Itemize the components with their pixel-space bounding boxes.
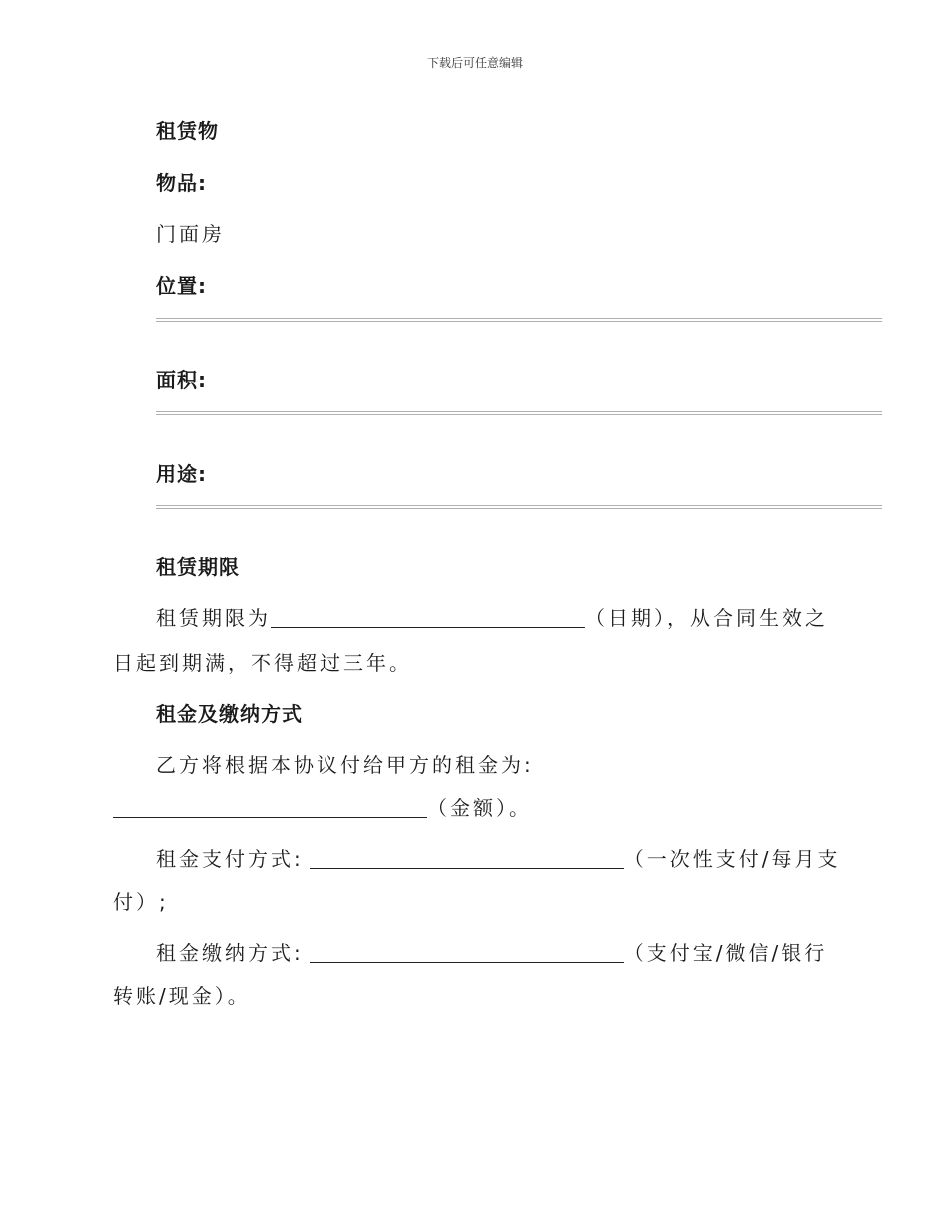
item-label: 物品: — [156, 171, 207, 195]
pay-method-suffix: （一次性支付/每月支 — [623, 847, 841, 871]
lease-term-date-blank — [271, 607, 585, 628]
pay-method-blank — [310, 848, 624, 869]
use-fill-line — [156, 505, 882, 509]
section-heading-lease-term: 租赁期限 — [156, 555, 240, 579]
rent-amount-suffix: （金额）。 — [427, 796, 532, 820]
lease-term-suffix: （日期），从合同生效之 — [585, 606, 828, 630]
pay-channel-line — [156, 937, 827, 966]
lease-term-prefix: 租赁期限为 — [156, 606, 271, 630]
use-label: 用途: — [156, 462, 207, 486]
pay-method-label: 租金支付方式: — [156, 847, 304, 871]
lease-term-line1 — [156, 602, 828, 631]
pay-method-line — [156, 843, 841, 872]
section-heading-rent: 租金及缴纳方式 — [156, 702, 303, 726]
lease-term-line2: 日起到期满，不得超过三年。 — [113, 651, 412, 675]
rent-intro: 乙方将根据本协议付给甲方的租金为: — [156, 753, 534, 777]
area-label: 面积: — [156, 368, 207, 392]
section-heading-leased-item: 租赁物 — [156, 119, 219, 143]
header-note: 下载后可任意编辑 — [426, 56, 523, 70]
area-fill-line — [156, 411, 882, 415]
item-value: 门面房 — [156, 222, 225, 246]
location-label: 位置: — [156, 274, 207, 298]
location-fill-line — [156, 318, 882, 322]
pay-channel-suffix: （支付宝/微信/银行 — [623, 941, 828, 965]
pay-channel-blank — [310, 942, 624, 963]
rent-amount-line — [113, 792, 532, 821]
pay-channel-cont: 转账/现金）。 — [113, 984, 251, 1008]
pay-method-cont: 付）; — [113, 890, 169, 914]
rent-amount-blank — [113, 797, 427, 818]
pay-channel-label: 租金缴纳方式: — [156, 941, 304, 965]
